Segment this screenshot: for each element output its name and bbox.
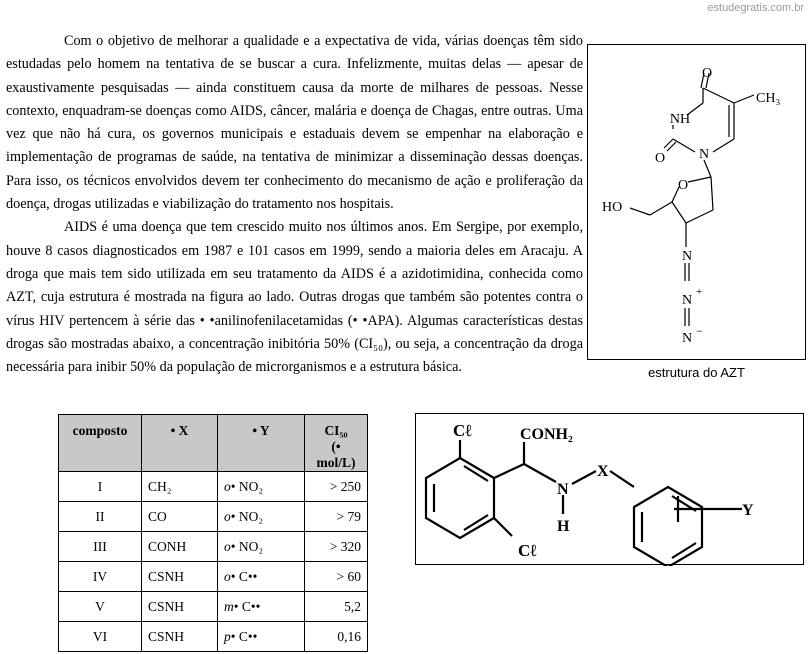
cell-x: CSNH	[142, 562, 218, 592]
header-y: • Y	[218, 415, 305, 472]
cell-y	[218, 622, 305, 652]
cell-y-position: o	[224, 508, 231, 524]
azt-o-top: O	[701, 66, 713, 81]
cell-y	[218, 472, 305, 502]
cell-y	[218, 592, 305, 622]
cell-x: CSNH	[142, 592, 218, 622]
cell-composto: I	[59, 472, 142, 502]
basic-structure-svg	[416, 414, 805, 566]
cell-y-group: • NO₂	[230, 508, 264, 524]
azt-n1: N	[681, 249, 693, 264]
azt-o-left: O	[654, 151, 666, 166]
cell-y-position: o	[224, 478, 231, 494]
azt-structure-svg	[588, 45, 807, 361]
cell-ci50: 0,16	[305, 622, 368, 652]
body-text	[6, 30, 583, 379]
header-composto: composto	[59, 415, 142, 472]
cell-y-group: • C••	[230, 568, 258, 584]
cell-ci50: > 320	[305, 532, 368, 562]
header-ci50	[305, 415, 368, 472]
cell-composto: IV	[59, 562, 142, 592]
cl-top-label: Cℓ	[453, 421, 472, 440]
azt-n2-charge: +	[696, 286, 703, 298]
paragraph-2: AIDS é uma doença que tem crescido muito nos últimos anos. Em Sergipe, por exemplo, houve 8 casos diagnosticados em 1987 e 101 casos em 1999, sendo a maioria deles em Aracaju. A droga que mais tem sido utilizada em seu tratamento da AIDS é a azidotimidina, conhecida como AZT, cuja estrutura é mostrada na figura ao lado. Outras drogas que também são potentes contra o vírus HIV pertencem à série das • •anilinofenilacetamidas (• •APA). Algumas características destas drogas são mostradas abaixo, a concentração inibitória 50% (CI₅₀), ou seja, a concentração da droga necessária para inibir 50% da população de microrganismos e a estrutura básica.	[6, 219, 583, 376]
cell-ci50: > 79	[305, 502, 368, 532]
cell-ci50: > 250	[305, 472, 368, 502]
table-row	[59, 472, 368, 502]
cell-x: CONH	[142, 532, 218, 562]
cell-x: CH₂	[142, 472, 218, 502]
cell-y-position: p	[224, 628, 231, 644]
cell-y-position: m	[224, 598, 234, 614]
cell-x: CSNH	[142, 622, 218, 652]
cell-composto: II	[59, 502, 142, 532]
conh2-label: CONH₂	[520, 426, 573, 443]
azt-n-ring: N	[698, 147, 710, 162]
cell-ci50: > 60	[305, 562, 368, 592]
header-ci50-line2: (• mol/L)	[316, 439, 356, 470]
watermark: estudegratis.com.br	[707, 2, 804, 14]
table-row	[59, 502, 368, 532]
cell-composto: VI	[59, 622, 142, 652]
h-label: H	[557, 518, 570, 535]
compound-table	[58, 414, 368, 652]
cell-y-group: • NO₂	[230, 538, 264, 554]
cell-y-position: o	[224, 538, 231, 554]
cell-y-group: • C••	[230, 628, 258, 644]
azt-n3: N	[681, 331, 693, 346]
basic-structure-figure	[415, 413, 804, 565]
cell-ci50: 5,2	[305, 592, 368, 622]
cell-y	[218, 532, 305, 562]
table-header-row	[59, 415, 368, 472]
table-row	[59, 622, 368, 652]
table-row	[59, 562, 368, 592]
azt-structure-figure	[587, 44, 806, 360]
y-label: Y	[742, 502, 754, 519]
cell-composto: III	[59, 532, 142, 562]
table-row	[59, 592, 368, 622]
azt-ho: HO	[602, 200, 623, 215]
table-row	[59, 532, 368, 562]
x-label: X	[597, 463, 609, 480]
cell-y-group: • NO₂	[230, 478, 264, 494]
cell-y-group: • C••	[233, 598, 261, 614]
cell-y	[218, 562, 305, 592]
cl-bottom-label: Cℓ	[518, 541, 537, 560]
cell-x: CO	[142, 502, 218, 532]
cell-y	[218, 502, 305, 532]
n-label: N	[557, 481, 569, 498]
azt-nh: NH	[669, 112, 691, 127]
azt-o-sugar: O	[677, 178, 689, 193]
azt-ch3: CH₃	[756, 91, 781, 106]
cell-y-position: o	[224, 568, 231, 584]
azt-n2: N	[681, 293, 693, 308]
header-x: • X	[142, 415, 218, 472]
paragraph-1: Com o objetivo de melhorar a qualidade e a expectativa de vida, várias doenças têm sido estudadas pelo homem na tentativa de se buscar a cura. Infelizmente, muitas delas — apesar de exaustivamente pesquisadas — ainda constituem causa da morte de milhares de pessoas. Nesse contexto, enquadram-se doenças como AIDS, câncer, malária e doença de Chagas, entre outras. Uma vez que não há cura, os governos municipais e estaduais devem se empenhar na elaboração e implementação de programas de saúde, na tentativa de minimizar a disseminação dessas doenças. Para isso, os técnicos envolvidos devem ter conhecimento do mecanismo de ação e proliferação da doença, drogas utilizadas e viabilização do tratamento nos hospitais.	[6, 33, 583, 213]
header-ci50-line1: CI₅₀	[324, 423, 348, 438]
cell-composto: V	[59, 592, 142, 622]
azt-caption: estrutura do AZT	[648, 365, 745, 380]
azt-n3-charge: −	[696, 324, 703, 338]
